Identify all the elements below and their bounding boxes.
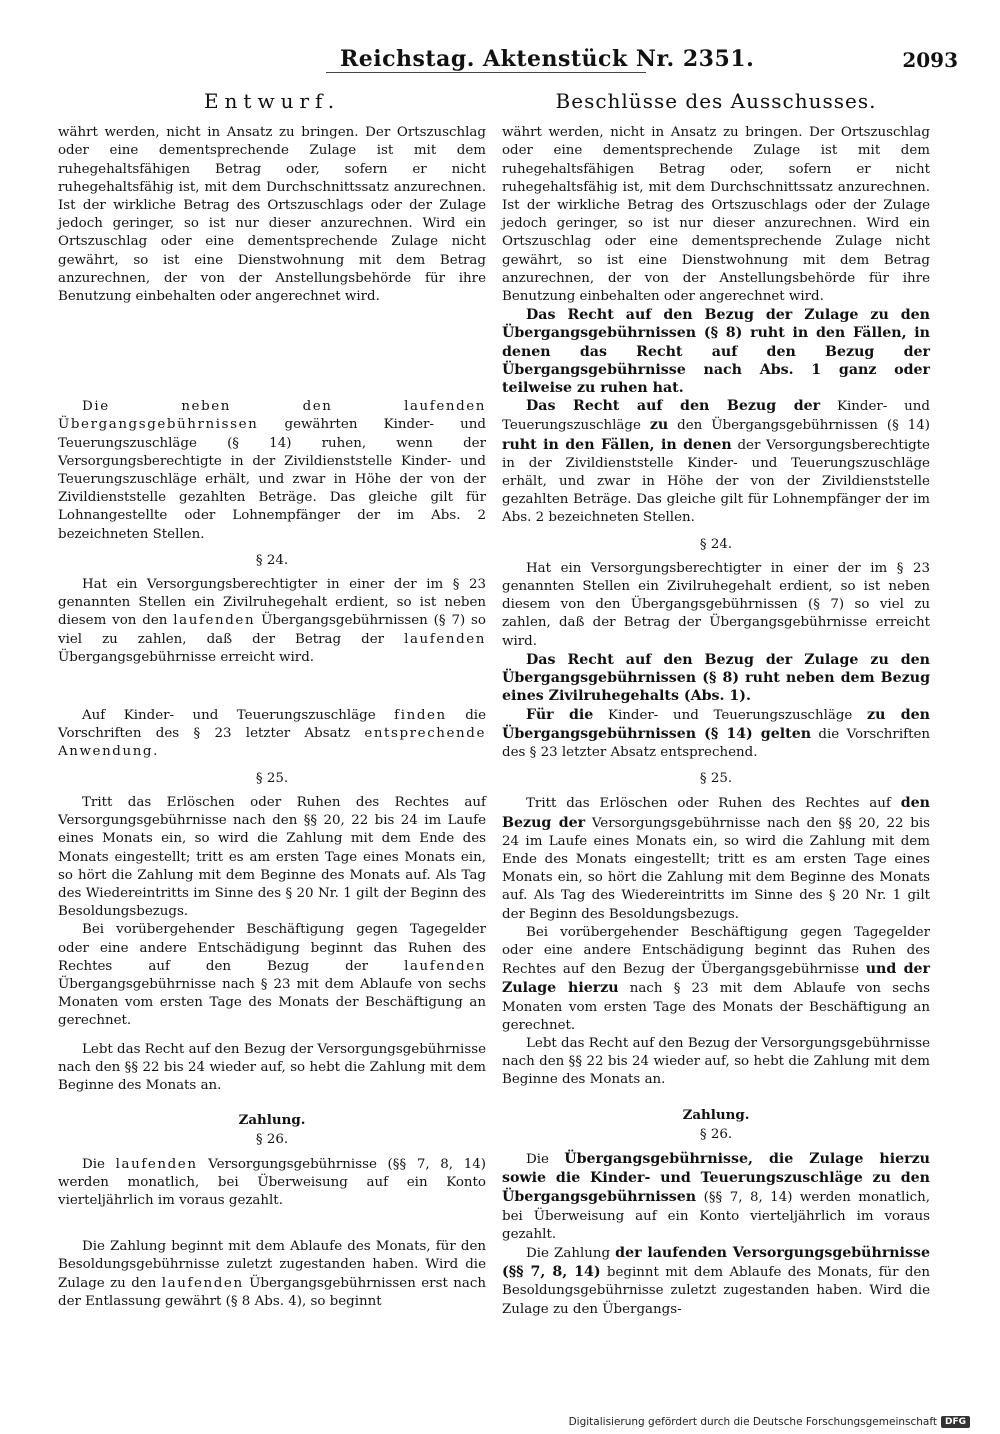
page-header xyxy=(0,44,1000,84)
right-paragraph-1: währt werden, nicht in Ansatz zu bringen. Der Ortszuschlag oder eine dementsprechende Zulage ist mit dem ruhegehaltsfähigen Betrag oder, sofern er nicht ruhegehaltsfähig ist, mit dem Durchschnittssatz anzurechnen. Ist der wirkliche Betrag des Ortszuschlags oder der Zulage jedoch geringer, so ist nur dieser anzurechnen. Wird ein Ortszuschlag oder eine dementsprechende Zulage nicht gewährt, so ist eine Dienstwohnung mit dem Betrag anzurechnen, der von der Anstellungsbehörde für ihre Benutzung einbehalten oder angerechnet wird. xyxy=(502,125,930,305)
right-section-24: § 24. xyxy=(699,536,733,552)
left-paragraph-5: Tritt das Erlöschen oder Ruhen des Rechtes auf Versorgungsgebührnisse nach den §§ 20, 22 bis 24 im Laufe eines Monats ein, so wird die Zahlung mit dem Ende des Monats eingestellt; tritt es am ersten Tage eines Monats ein, so hört die Zahlung mit dem Beginne des Monats auf. Als Tag des Wiedereintritts im Sinne des § 20 Nr. 1 gilt der Beginn des Besoldungsbezugs. xyxy=(58,794,486,920)
right-paragraph-3: Das Recht auf den Bezug der Kinder- und Teuerungszuschläge zu den Übergangsgebührnissen (§ 14) ruht in den Fällen, in denen der Versorgungsberechtigte in der Zivildienststelle Kinder- und Teuerungszuschläge erhält, und zwar in Höhe der von der Zivildienststelle gezahlten Beträge. Das gleiche gilt für Lohnempfänger der im Abs. 2 bezeichneten Stellen. xyxy=(502,398,930,526)
header-rule xyxy=(326,72,646,73)
left-heading-zahlung: Zahlung. xyxy=(238,1112,306,1129)
left-paragraph-3: Hat ein Versorgungsberechtigter in einer der im § 23 genannten Stellen ein Zivilruhegehalt erdient, so ist neben diesem von den laufenden Übergangsgebührnissen (§ 7) so viel zu zahlen, daß der Betrag der laufenden Übergangsgebührnisse erreicht wird. xyxy=(58,577,486,665)
left-paragraph-1: währt werden, nicht in Ansatz zu bringen. Der Ortszuschlag oder eine dementsprechende Zulage ist mit dem ruhegehaltsfähigen Betrag oder, sofern er nicht ruhegehaltsfähig ist, mit dem Durchschnittssatz anzurechnen. Ist der wirkliche Betrag des Ortszuschlags oder der Zulage jedoch geringer, so ist nur dieser anzurechnen. Wird ein Ortszuschlag oder eine dementsprechende Zulage nicht gewährt, so ist eine Dienstwohnung mit dem Betrag anzurechnen, der von der Anstellungsbehörde für ihre Benutzung einbehalten oder angerechnet wird. xyxy=(58,125,486,305)
right-paragraph-11: Die Zahlung der laufenden Versorgungsgebührnisse (§§ 7, 8, 14) beginnt mit dem Ablaufe des Monats, für den Besoldungsgebührnisse zuletzt zugestanden haben. Wird die Zulage zu den Übergangs- xyxy=(502,1244,930,1317)
right-column-beschluesse xyxy=(502,89,931,1319)
page-number: 2093 xyxy=(902,48,958,72)
dfg-logo-icon: DFG xyxy=(941,1416,970,1428)
left-paragraph-7: Lebt das Recht auf den Bezug der Versorgungsgebührnisse nach den §§ 22 bis 24 wieder auf, so hebt die Zahlung mit dem Beginne des Monats an. xyxy=(58,1041,486,1093)
left-paragraph-9: Die Zahlung beginnt mit dem Ablaufe des Monats, für den Besoldungsgebührnisse zuletzt zugestanden haben. Wird die Zulage zu den laufenden Übergangsgebührnissen erst nach der Entlassung gewährt (§ 8 Abs. 4), so beginnt xyxy=(58,1239,486,1309)
right-column-title: Beschlüsse des Ausschusses. xyxy=(555,89,877,113)
right-section-26: § 26. xyxy=(699,1126,733,1142)
left-paragraph-2: Die neben den laufenden Übergangsgebührnissen gewährten Kinder- und Teuerungszuschläge (§ 14) ruhen, wenn der Versorgungsberechtigte in der Zivildienststelle Kinder- und Teuerungszuschläge erhält, und zwar in Höhe der von der Zivildienststelle gezahlten Beträge. Das gleiche gilt für Lohnangestellte oder Lohnempfänger der im Abs. 2 bezeichneten Stellen. xyxy=(58,399,487,542)
left-paragraph-6: Bei vorübergehender Beschäftigung gegen Tagegelder oder eine andere Entschädigung beginnt das Ruhen des Rechtes auf den Bezug der laufenden Übergangsgebührnisse nach § 23 mit dem Ablaufe von sechs Monaten vom ersten Tage des Monats der Beschäftigung an gerechnet. xyxy=(58,922,486,1029)
right-paragraph-6: Für die Kinder- und Teuerungszuschläge zu den Übergangsgebührnissen (§ 14) gelten die Vorschriften des § 23 letzter Absatz entsprechend. xyxy=(502,706,931,760)
right-paragraph-2: Das Recht auf den Bezug der Zulage zu den Übergangsgebührnissen (§ 8) ruht in den Fällen, in denen das Recht auf den Bezug der Übergangsgebührnisse nach Abs. 1 ganz oder teilweise zu ruhen hat. xyxy=(502,307,930,397)
left-column-title: Entwurf. xyxy=(203,89,341,113)
right-paragraph-9: Lebt das Recht auf den Bezug der Versorgungsgebührnisse nach den §§ 22 bis 24 wieder auf, so hebt die Zahlung mit dem Beginne des Monats an. xyxy=(502,1035,930,1088)
left-section-24: § 24. xyxy=(255,552,289,568)
left-paragraph-4: Auf Kinder- und Teuerungszuschläge finden die Vorschriften des § 23 letzter Absatz entsprechende Anwendung. xyxy=(58,708,486,760)
left-paragraph-8: Die laufenden Versorgungsgebührnisse (§§ 7, 8, 14) werden monatlich, bei Überweisung auf ein Konto vierteljährlich im voraus gezahlt. xyxy=(58,1156,486,1208)
left-column-entwurf xyxy=(58,89,487,1311)
running-title: Reichstag. Aktenstück Nr. 2351. xyxy=(340,46,755,72)
footer-credit xyxy=(569,1416,970,1428)
left-section-25: § 25. xyxy=(255,770,289,786)
right-paragraph-8: Bei vorübergehender Beschäftigung gegen Tagegelder oder eine andere Entschädigung beginnt das Ruhen des Rechtes auf den Bezug der Übergangsgebührnisse und der Zulage hierzu nach § 23 mit dem Ablaufe von sechs Monaten vom ersten Tage des Monats der Beschäftigung an gerechnet. xyxy=(502,924,931,1033)
right-heading-zahlung: Zahlung. xyxy=(682,1106,750,1123)
footer-text: Digitalisierung gefördert durch die Deutsche Forschungsgemeinschaft xyxy=(568,1416,937,1428)
spaced-text: Die neben den laufenden Übergangsgebührnissen xyxy=(58,399,486,433)
right-paragraph-7: Tritt das Erlöschen oder Ruhen des Rechtes auf den Bezug der Versorgungsgebührnisse nach den §§ 20, 22 bis 24 im Laufe eines Monats ein, so wird die Zahlung mit dem Ende des Monats eingestellt; tritt es am ersten Tage eines Monats ein, so hört die Zahlung mit dem Beginne des Monats auf. Als Tag des Wiedereintritts im Sinne des § 20 Nr. 1 gilt der Beginn des Besoldungsbezugs. xyxy=(502,795,930,922)
right-paragraph-4: Hat ein Versorgungsberechtigter in einer der im § 23 genannten Stellen ein Zivilruhegehalt erdient, so ist neben diesem von den Übergangsgebührnissen (§ 7) so viel zu zahlen, daß der Betrag der Übergangsgebührnisse erreicht wird. xyxy=(502,560,930,649)
right-paragraph-5: Das Recht auf den Bezug der Zulage zu den Übergangsgebührnissen (§ 8) ruht neben dem Bezug eines Zivilruhegehalts (Abs. 1). xyxy=(502,651,930,705)
right-section-25: § 25. xyxy=(699,771,733,787)
right-paragraph-10: Die Übergangsgebührnisse, die Zulage hierzu sowie die Kinder- und Teuerungszuschläge zu den Übergangsgebührnissen (§§ 7, 8, 14) werden monatlich, bei Überweisung auf ein Konto vierteljährlich im voraus gezahlt. xyxy=(502,1150,930,1242)
left-section-26: § 26. xyxy=(255,1132,289,1148)
